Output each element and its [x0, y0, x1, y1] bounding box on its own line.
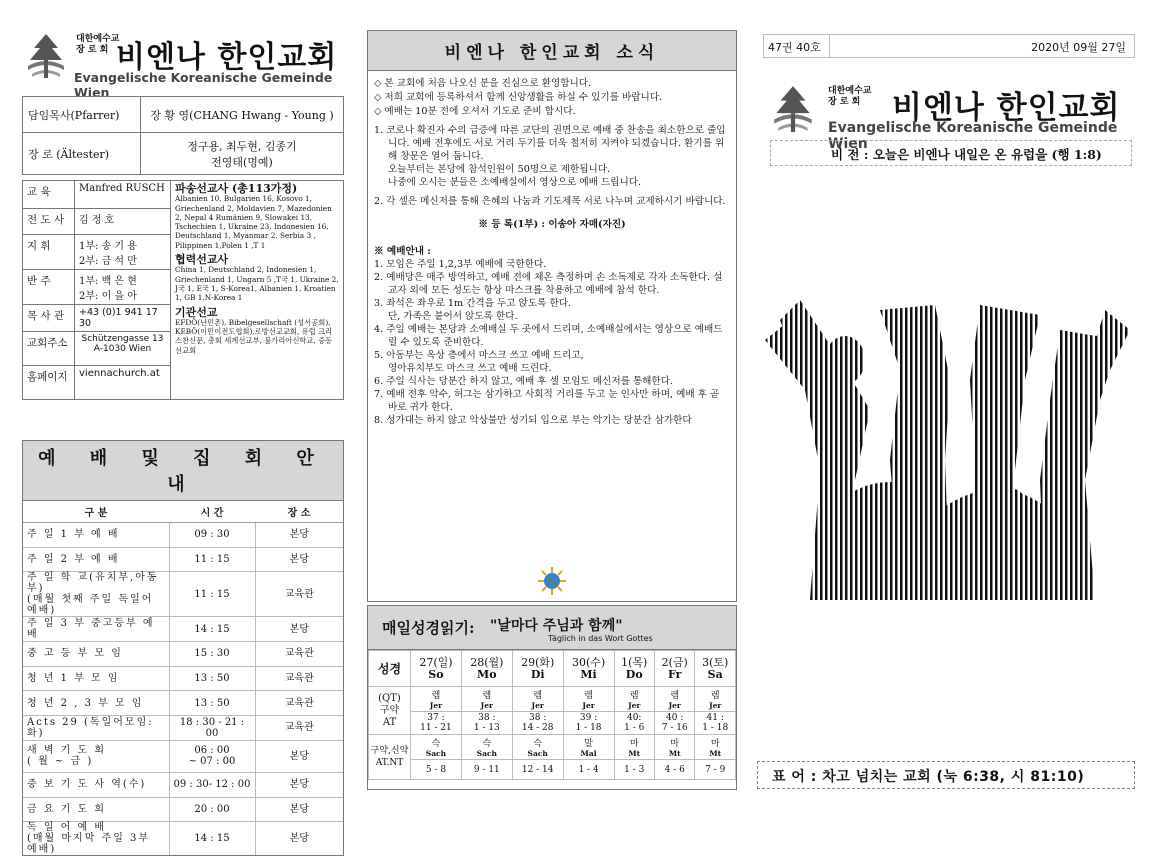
- book-german: Sach: [476, 749, 497, 758]
- service-place: 교육관: [255, 716, 343, 741]
- news-title: 비엔나 한인교회 소식: [368, 31, 736, 71]
- guide-item-line: 단, 가족은 붙어서 앉도록 한다.: [388, 311, 518, 322]
- staff-label: 교 육: [23, 181, 75, 209]
- coop-missions-text: China 1, Deutschland 2, Indonesien 1, Griechenland 1, Ungarn 5 ,T국 1, Ukraine 2, J국 1, E국 1, S-Korea1, Albanien 1, Kroatien 1, GB 1,N-Korea 1: [175, 265, 339, 303]
- day-german: Do: [625, 667, 643, 681]
- guide-item: 1. 모임은 주일 1,2,3부 예배에 국한한다.: [374, 259, 547, 270]
- book-german: Jer: [582, 701, 595, 710]
- news-item: 1. 코로나 확진자 수의 급증에 따른 교단의 권면으로 예배 중 찬송을 최소한으로 줄입니다. 예배 전후에도 서로 거리 두기를 더욱 철저히 지켜야 되겠습니다. 환기를 위해 창문은 열어 둡니다.: [374, 125, 726, 162]
- service-time: 15 : 30: [169, 642, 255, 667]
- service-place: 본당: [255, 822, 343, 856]
- bible-row-label: 성경: [369, 651, 411, 687]
- bible-ot-label: (QT) 구약 AT: [369, 687, 411, 735]
- news-bullet: ◇ 본 교회에 처음 나오신 분을 진심으로 환영합니다.: [374, 78, 592, 89]
- service-row: [23, 797, 343, 822]
- book-korean: 렘: [482, 691, 492, 701]
- service-row: [23, 523, 343, 548]
- news-bullet: ◇ 저희 교회에 등록하셔서 함께 신앙생활을 하실 수 있기를 바랍니다.: [374, 92, 663, 103]
- book-korean: 말: [584, 739, 593, 749]
- bible-book: [654, 687, 694, 712]
- bible-range: 1 - 4: [563, 760, 614, 780]
- service-table: [23, 501, 343, 855]
- worship-illustration: [760, 300, 1132, 620]
- book-german: Mt: [709, 749, 722, 758]
- book-korean: 마: [710, 739, 720, 749]
- coop-missions-title: 협력선교사: [175, 253, 229, 267]
- news-body: [368, 71, 736, 433]
- news-item-line: 오늘부터는 본당에 참석인원이 50명으로 제한됩니다.: [388, 164, 611, 175]
- service-name: 주 일 2 부 예 배: [23, 547, 169, 572]
- service-place: 본당: [255, 523, 343, 548]
- dispatch-missions-text: Albanien 10, Bulgarien 16, Kosovo 1, Griechenland 2, Moldavien 7, Mazedonien 2, Nepal 4 Rumänien 9, Slowakei 13, Tschechien 1, Ukraine 23, Indonesien 16, Deutschland 1, Myanmar 2, Serbia 3 , Pilippinen 1,Polen 1 ,T 1: [175, 194, 332, 250]
- day-korean: 29(화): [521, 655, 555, 669]
- service-time: 14 : 15: [169, 822, 255, 856]
- book-korean: 렘: [670, 691, 680, 701]
- guide-title: ※ 예배안내 :: [374, 246, 431, 257]
- service-row: [23, 740, 343, 772]
- denomination-label: 대한예수교 장 로 회: [828, 86, 872, 107]
- bible-book: [563, 687, 614, 712]
- missions-cell: [171, 181, 344, 400]
- staff-value: Schützengasse 13 A-1030 Wien: [75, 332, 171, 366]
- bible-book: [695, 735, 736, 760]
- service-name: 새 벽 기 도 회 ( 월 ~ 금 ): [23, 740, 169, 772]
- book-german: Jer: [709, 701, 722, 710]
- bible-day: [614, 651, 654, 687]
- book-korean: 마: [670, 739, 680, 749]
- service-place: 교육관: [255, 642, 343, 667]
- staff-value: 김 정 호: [75, 209, 171, 235]
- service-time: 09 : 30: [169, 523, 255, 548]
- service-name: 주 일 3 부 중고등부 예배: [23, 617, 169, 642]
- bible-day: [654, 651, 694, 687]
- bible-day: [461, 651, 512, 687]
- staff-value: 1부: 백 은 현 2부: 이 을 아: [75, 270, 171, 305]
- church-name-german: Evangelische Koreanische Gemeinde Wien: [828, 120, 1118, 152]
- service-place: 본당: [255, 547, 343, 572]
- service-row: [23, 772, 343, 797]
- bible-book: [654, 735, 694, 760]
- day-korean: 1(목): [621, 655, 648, 669]
- bible-nt-label: 구약,신약 AT.NT: [369, 735, 411, 780]
- church-emblem-icon: [24, 32, 68, 80]
- bible-row: [369, 687, 736, 712]
- service-row: [23, 822, 343, 856]
- book-german: Sach: [527, 749, 548, 758]
- service-place: 교육관: [255, 666, 343, 691]
- day-german: Di: [530, 667, 545, 681]
- guide-item: 5. 아동부는 옥상 층에서 마스크 쓰고 예배 드리고,: [374, 350, 584, 361]
- guide-item: 2. 예배당은 매주 방역하고, 예배 전에 체온 측정하며 손 소독제로 각자 소독한다. 설교자 외에 모든 성도는 항상 마스크를 착용하고 예배에 참석 한다.: [374, 272, 723, 296]
- service-row: [23, 642, 343, 667]
- church-motto: 표 어 : 차고 넘치는 교회 (눅 6:38, 시 81:10): [757, 761, 1135, 789]
- bible-book: [614, 687, 654, 712]
- service-schedule: [22, 440, 344, 856]
- bible-range: 40 : 7 - 16: [654, 712, 694, 735]
- day-german: Fr: [667, 667, 682, 681]
- church-name-german: Evangelische Koreanische Gemeinde Wien: [74, 70, 333, 100]
- service-place: 교육관: [255, 572, 343, 617]
- day-korean: 2(금): [661, 655, 688, 669]
- service-time: 09 : 30- 12 : 00: [169, 772, 255, 797]
- day-korean: 3(토): [702, 655, 729, 669]
- service-name: 독 일 어 예 배 (매월 마지막 주일 3부 예배): [23, 822, 169, 856]
- news-bullet: ◇ 예배는 10분 전에 오셔서 기도로 준비 합시다.: [374, 106, 576, 117]
- bible-range: 41 : 1 - 18: [695, 712, 736, 735]
- service-time: 11 : 15: [169, 572, 255, 617]
- book-korean: 렘: [629, 691, 639, 701]
- daily-bible-reading: [367, 605, 737, 790]
- issue-date: 2020년 09월 27일: [1031, 41, 1126, 54]
- day-german: Mi: [580, 667, 597, 681]
- book-korean: 슥: [482, 739, 492, 749]
- bible-range: 5 - 8: [411, 760, 462, 780]
- book-german: Mt: [628, 749, 641, 758]
- bible-slogan-german: Täglich in das Wort Gottes: [548, 634, 653, 643]
- church-logo-right: [770, 80, 1140, 152]
- bible-range: 12 - 14: [512, 760, 563, 780]
- elders-label: 장 로 (Ältester): [23, 133, 141, 175]
- bible-book: [563, 735, 614, 760]
- staff-label: 지 휘: [23, 235, 75, 270]
- day-german: Sa: [707, 667, 723, 681]
- guide-item: 8. 성가대는 하지 않고 악상불만 성기되 입으로 부는 악기는 당분간 삼가한다: [374, 415, 692, 426]
- staff-value: Manfred RUSCH: [75, 181, 171, 209]
- dispatch-missions-title: 파송선교사 (총113가정): [175, 182, 298, 195]
- book-korean: 마: [629, 739, 639, 749]
- service-name: 주 일 1 부 예 배: [23, 523, 169, 548]
- service-row: [23, 691, 343, 716]
- service-place: 교육관: [255, 691, 343, 716]
- vision-statement: 비 전 : 오늘은 비엔나 내일은 온 유럽을 (행 1:8): [770, 140, 1132, 166]
- service-row: [23, 617, 343, 642]
- column-header: 장 소: [255, 501, 343, 523]
- book-german: Jer: [668, 701, 681, 710]
- service-place: 본당: [255, 797, 343, 822]
- guide-item: 4. 주일 예배는 본당과 소예배실 두 곳에서 드리며, 소예배실에서는 영상으로 예배드릴 수 있도록 준비한다.: [374, 324, 723, 348]
- book-german: Jer: [628, 701, 641, 710]
- bible-range: 37 : 11 - 21: [411, 712, 462, 735]
- book-korean: 렘: [710, 691, 720, 701]
- church-name: 비엔나 한인교회: [116, 40, 338, 75]
- bible-header: [368, 606, 736, 650]
- book-german: Sach: [425, 749, 447, 758]
- denomination-label: 대한예수교 장 로 회: [76, 34, 120, 55]
- bible-row: [369, 735, 736, 760]
- elders-value: [141, 133, 344, 175]
- staff-label: 목 사 관: [23, 305, 75, 332]
- bible-table: [368, 650, 736, 780]
- bible-range: 39 : 1 - 18: [563, 712, 614, 735]
- service-time: 20 : 00: [169, 797, 255, 822]
- book-korean: 슥: [431, 739, 441, 749]
- book-german: Jer: [429, 701, 443, 710]
- news-item: 2. 각 셀은 메신저를 통해 은혜의 나눔과 기도제목 서로 나누며 교제하시기 바랍니다.: [374, 196, 726, 207]
- service-name: 중 보 기 도 사 역(수): [23, 772, 169, 797]
- bible-range: 7 - 9: [695, 760, 736, 780]
- book-korean: 슥: [533, 739, 543, 749]
- bible-row: [369, 760, 736, 780]
- bible-book: [411, 735, 462, 760]
- service-place: 본당: [255, 740, 343, 772]
- elders-row: [23, 133, 344, 175]
- column-header: 구 분: [23, 501, 169, 523]
- bible-book: [512, 687, 563, 712]
- service-row: [23, 716, 343, 741]
- book-korean: 렘: [584, 691, 593, 701]
- service-time: 13 : 50: [169, 691, 255, 716]
- bible-book: [411, 687, 462, 712]
- church-name: 비엔나 한인교회: [892, 90, 1121, 126]
- globe-icon: [538, 567, 566, 595]
- bible-book: [461, 687, 512, 712]
- bible-range: 1 - 3: [614, 760, 654, 780]
- bible-row: [369, 712, 736, 735]
- bible-book: [614, 735, 654, 760]
- service-place: 본당: [255, 772, 343, 797]
- service-place: 본당: [255, 617, 343, 642]
- service-row: [23, 547, 343, 572]
- service-name: 주 일 학 교(유치부,아동부) (매월 첫째 주일 독일어 예배): [23, 572, 169, 617]
- bible-day: [512, 651, 563, 687]
- church-emblem-icon: [770, 84, 816, 134]
- news-item-line: 나중에 오시는 분들은 소예배실에서 영상으로 예배 드립니다.: [388, 177, 642, 188]
- book-german: Jer: [480, 701, 493, 710]
- bible-row: [369, 651, 736, 687]
- book-german: Mal: [580, 749, 597, 758]
- homepage-link[interactable]: viennachurch.at: [75, 366, 171, 400]
- bible-title: 매일성경읽기:: [382, 619, 475, 637]
- bible-slogan: "날마다 주님과 함께": [490, 618, 623, 634]
- staff-value: +43 (0)1 941 17 30: [75, 305, 171, 332]
- staff-label: 전 도 사: [23, 209, 75, 235]
- book-korean: 렘: [431, 691, 441, 701]
- book-korean: 렘: [533, 691, 543, 701]
- day-korean: 27(일): [419, 655, 453, 669]
- staff-info-table: [22, 180, 344, 400]
- staff-value: 1부: 송 기 용 2부: 금 석 만: [75, 235, 171, 270]
- service-time: 13 : 50: [169, 666, 255, 691]
- staff-label: 홈페이지: [23, 366, 75, 400]
- bible-book: [695, 687, 736, 712]
- registration-note: ※ 등 록(1부) : 이송아 자매(자진): [478, 219, 626, 230]
- service-row: [23, 572, 343, 617]
- service-name: Acts 29 (독일어모임:화): [23, 716, 169, 741]
- service-name: 중 고 등 부 모 임: [23, 642, 169, 667]
- bible-range: 9 - 11: [461, 760, 512, 780]
- service-row: [23, 666, 343, 691]
- issue-info: [763, 34, 1135, 58]
- day-german: So: [428, 667, 444, 681]
- bible-range: 40: 1 - 6: [614, 712, 654, 735]
- bible-day: [563, 651, 614, 687]
- day-korean: 28(월): [470, 655, 504, 669]
- service-time: 11 : 15: [169, 547, 255, 572]
- church-news: [367, 30, 737, 602]
- service-time: 14 : 15: [169, 617, 255, 642]
- pastor-label: 담임목사(Pfarrer): [23, 97, 141, 133]
- bible-book: [461, 735, 512, 760]
- day-german: Mo: [477, 667, 497, 681]
- staff-label: 반 주: [23, 270, 75, 305]
- service-time: 18 : 30 - 21 : 00: [169, 716, 255, 741]
- guide-item: 3. 좌석은 좌우로 1m 간격을 두고 앉도록 한다.: [374, 298, 572, 309]
- staff-label: 교회주소: [23, 332, 75, 366]
- org-missions-text: EFDÖ(난민촌), Bibelgesellschaft (성서공회), KEBÖ(이민이전도협회),로방선교교회, 유럽 크리스찬신문, 총회 세계선교부, 불가리아신학교, 중동선교회: [175, 317, 333, 355]
- service-time: 06 : 00 ~ 07 : 00: [169, 740, 255, 772]
- bible-day: [411, 651, 462, 687]
- pastor-row: [23, 97, 344, 133]
- guide-item-line: 영아유치부도 마스크 쓰고 예배 드린다.: [388, 363, 552, 374]
- service-name: 금 요 기 도 회: [23, 797, 169, 822]
- day-korean: 30(수): [571, 655, 606, 669]
- guide-item: 6. 주일 식사는 당분간 하지 않고, 예배 후 셀 모임도 메신저를 통해한다.: [374, 376, 674, 387]
- column-header: 시 간: [169, 501, 255, 523]
- org-missions-title: 기관선교: [175, 305, 218, 319]
- volume-number: 47권 40호: [764, 35, 830, 57]
- elders-line-1: 정구용, 최두현, 김종기: [187, 139, 297, 153]
- elders-line-2: 전영태(명예): [211, 155, 273, 169]
- service-schedule-title: 예 배 및 집 회 안 내: [23, 441, 343, 501]
- pastor-value: 장 황 영(CHANG Hwang - Young ): [141, 97, 344, 133]
- book-german: Mt: [668, 749, 681, 758]
- bible-range: 4 - 6: [654, 760, 694, 780]
- book-german: Jer: [531, 701, 544, 710]
- guide-item: 7. 예배 전후 악수, 허그는 삼가하고 사회적 거리를 두고 눈 인사만 하며, 예배 후 곧 바로 귀가 한다.: [374, 389, 720, 413]
- bible-book: [512, 735, 563, 760]
- leadership-table: [22, 96, 344, 175]
- bible-day: [695, 651, 736, 687]
- church-logo-left: [24, 30, 344, 100]
- bible-range: 38 : 14 - 28: [512, 712, 563, 735]
- service-name: 청 년 1 부 모 임: [23, 666, 169, 691]
- bible-range: 38 : 1 - 13: [461, 712, 512, 735]
- service-name: 청 년 2 , 3 부 모 임: [23, 691, 169, 716]
